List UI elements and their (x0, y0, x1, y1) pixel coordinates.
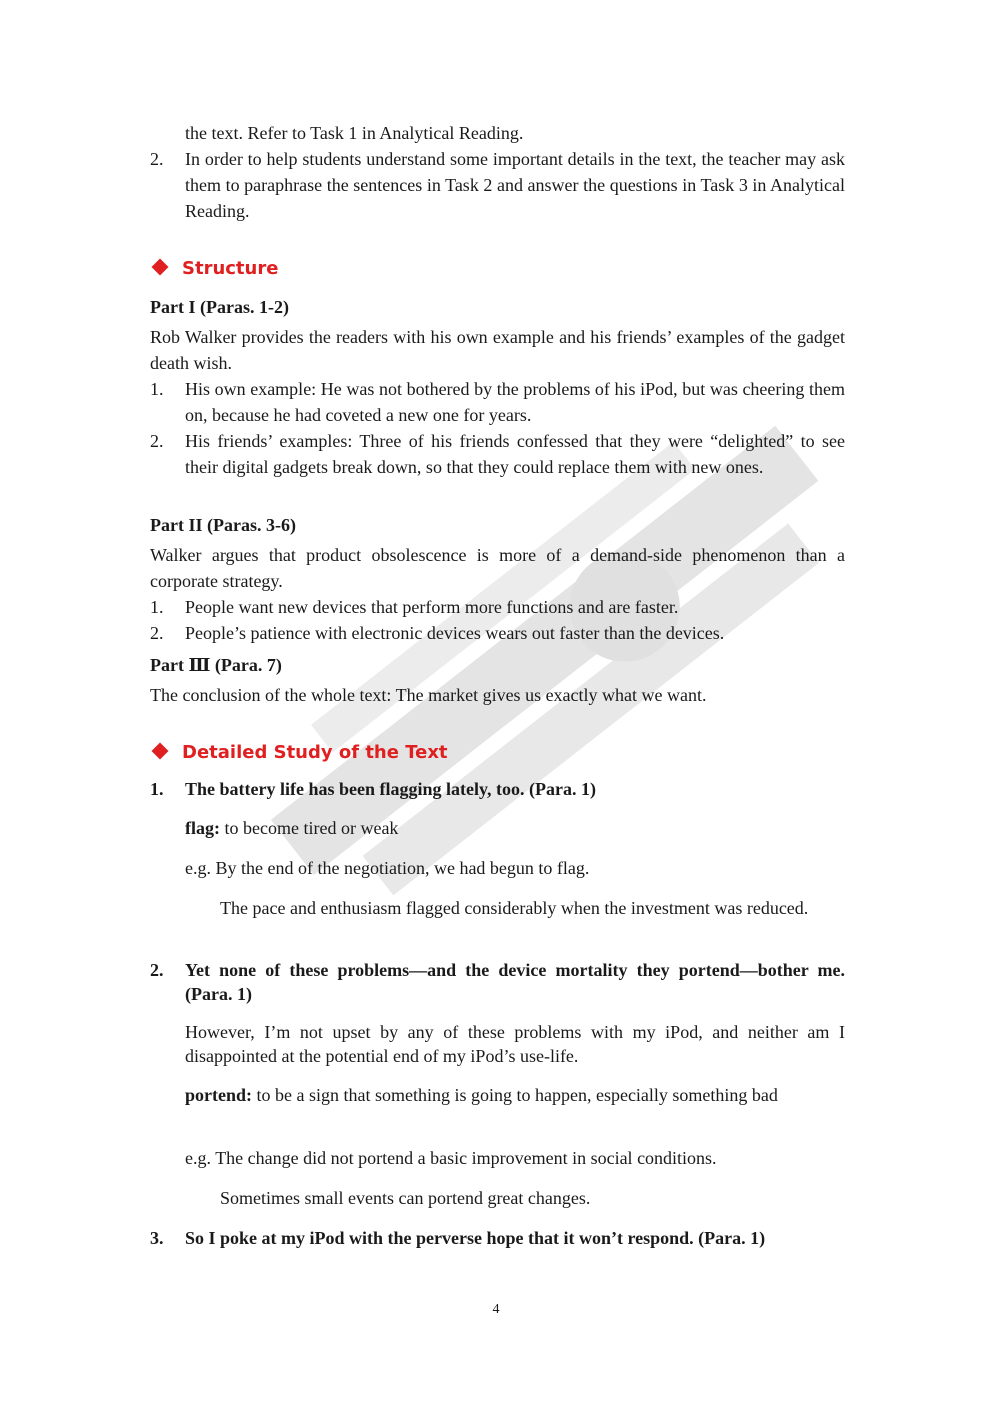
example-sentence (185, 1146, 845, 1170)
page-number: 4 (492, 1302, 500, 1317)
list-number: 1. (150, 779, 164, 799)
sentence-text: So I poke at my iPod with the perverse hope that it won’t respond. (Para. 1) (185, 1228, 766, 1248)
list-number: 1. (150, 597, 164, 617)
list-number: 2. (150, 623, 164, 643)
part-title: Part I (Paras. 1-2) (150, 297, 289, 317)
diamond-bullet-icon (152, 259, 169, 276)
definition-text: to be a sign that something is going to happen, especially something bad (252, 1085, 778, 1105)
word-definition (185, 1083, 845, 1107)
example-sentence: The pace and enthusiasm flagged considerably when the investment was reduced. (220, 898, 809, 918)
diamond-bullet-icon (152, 743, 169, 760)
part-summary: Rob Walker provides the readers with his own example and his friends’ examples of the gadget death wish. (150, 327, 845, 373)
list-number: 2. (150, 149, 164, 169)
list-text: His own example: He was not bothered by the problems of his iPod, but was cheering them on, because he had coveted a new one for years. (185, 379, 845, 425)
part-title: Part II (Paras. 3-6) (150, 515, 296, 535)
list-text: People’s patience with electronic devices wears out faster than the devices. (185, 623, 725, 643)
list-item (150, 376, 845, 428)
example-sentence (185, 856, 845, 880)
eg-prefix: e.g. (185, 858, 211, 878)
list-item (150, 146, 845, 224)
list-text: His friends’ examples: Three of his friends confessed that they were “delighted” to see their digital gadgets break down, so that they could replace them with new ones. (185, 431, 845, 477)
part-summary: The conclusion of the whole text: The market gives us exactly what we want. (150, 685, 707, 705)
definition-text: to become tired or weak (220, 818, 399, 838)
word-definition (185, 816, 845, 840)
list-text: People want new devices that perform more functions and are faster. (185, 597, 679, 617)
study-item-sentence (150, 776, 845, 802)
list-item (150, 594, 845, 620)
part-title: Part Ⅲ (Para. 7) (150, 655, 282, 675)
study-item-sentence (150, 1225, 845, 1251)
list-number: 3. (150, 1228, 164, 1248)
part-summary: Walker argues that product obsolescence is more of a demand-side phenomenon than a corporate strategy. (150, 545, 845, 591)
sentence-text: Yet none of these problems—and the device mortality they portend—bother me. (Para. 1) (185, 960, 845, 1004)
section-heading-detailed-study (150, 740, 448, 766)
example-text: The change did not portend a basic improvement in social conditions. (215, 1148, 717, 1168)
list-number: 2. (150, 960, 164, 980)
eg-prefix: e.g. (185, 1148, 211, 1168)
list-text: In order to help students understand some important details in the text, the teacher may ask them to paraphrase the sentences in Task 2 and answer the questions in Task 3 in Analytical Reading. (185, 149, 845, 221)
list-item (150, 620, 845, 646)
paraphrase-text: However, I’m not upset by any of these problems with my iPod, and neither am I disappointed at the potential end of my iPod’s use-life. (185, 1022, 845, 1066)
example-text: By the end of the negotiation, we had begun to flag. (215, 858, 590, 878)
vocab-word: portend: (185, 1085, 252, 1105)
heading-text: Structure (182, 258, 279, 279)
section-heading-structure (150, 256, 278, 282)
study-item-sentence (150, 958, 845, 1006)
list-number: 1. (150, 379, 164, 399)
list-item (150, 428, 845, 480)
list-number: 2. (150, 431, 164, 451)
example-sentence: Sometimes small events can portend great changes. (220, 1188, 591, 1208)
heading-text: Detailed Study of the Text (182, 742, 448, 763)
sentence-text: The battery life has been flagging lately, too. (Para. 1) (185, 779, 596, 799)
vocab-word: flag: (185, 818, 220, 838)
intro-continuation: the text. Refer to Task 1 in Analytical Reading. (185, 123, 524, 143)
